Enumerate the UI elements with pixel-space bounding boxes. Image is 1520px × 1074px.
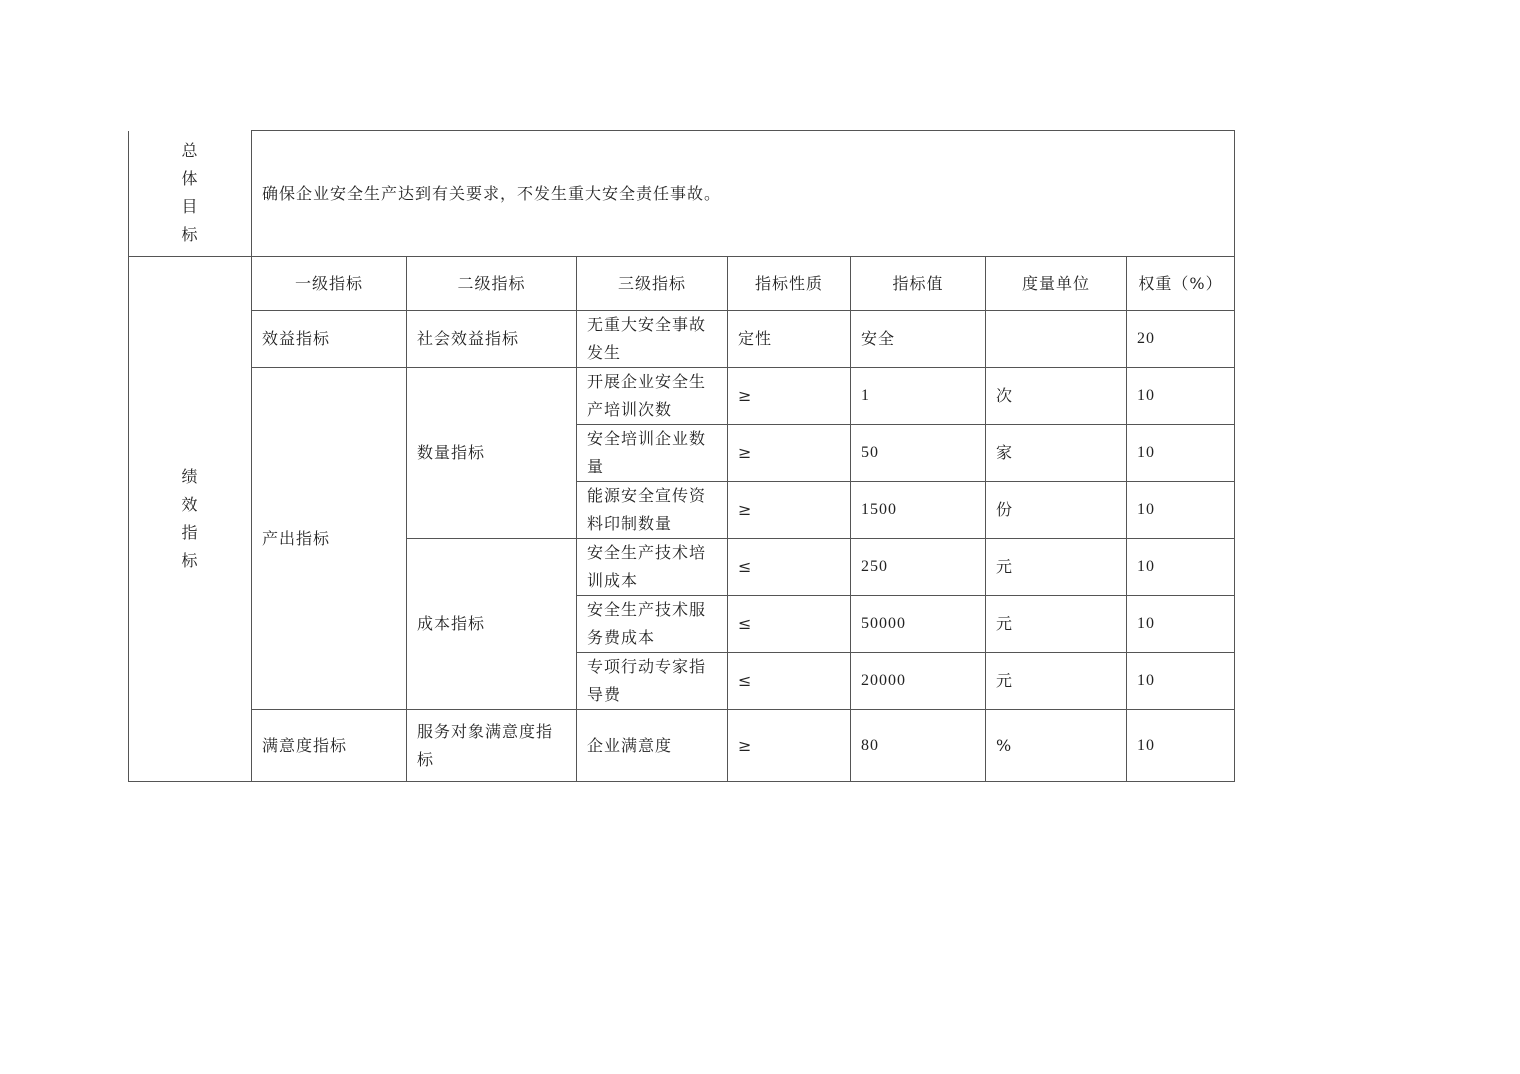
goal-row	[129, 131, 1235, 257]
indicators-label-char: 标	[181, 551, 199, 570]
value-cell: 20000	[851, 653, 986, 710]
nature-cell: ≥	[728, 425, 851, 482]
level3-cell: 安全培训企业数量	[577, 425, 728, 482]
weight-cell: 10	[1127, 539, 1235, 596]
performance-table	[128, 130, 1235, 782]
weight-cell: 10	[1127, 653, 1235, 710]
nature-cell: ≥	[728, 368, 851, 425]
level3-cell: 安全生产技术服务费成本	[577, 596, 728, 653]
value-cell: 1	[851, 368, 986, 425]
level3-cell: 无重大安全事故发生	[577, 311, 728, 368]
nature-cell: ≤	[728, 596, 851, 653]
level2-cell: 成本指标	[407, 539, 577, 710]
header-weight: 权重（%）	[1127, 257, 1235, 311]
unit-cell: 份	[986, 482, 1127, 539]
unit-cell: %	[986, 710, 1127, 782]
unit-cell: 元	[986, 596, 1127, 653]
level3-cell: 安全生产技术培训成本	[577, 539, 728, 596]
value-cell: 1500	[851, 482, 986, 539]
nature-cell: ≤	[728, 539, 851, 596]
level1-cell: 满意度指标	[252, 710, 407, 782]
nature-cell: ≥	[728, 482, 851, 539]
goal-text: 确保企业安全生产达到有关要求，不发生重大安全责任事故。	[252, 131, 1235, 257]
goal-label-char: 目	[181, 197, 199, 217]
header-level3: 三级指标	[577, 257, 728, 311]
header-unit: 度量单位	[986, 257, 1127, 311]
value-cell: 80	[851, 710, 986, 782]
header-value: 指标值	[851, 257, 986, 311]
weight-cell: 20	[1127, 311, 1235, 368]
level2-cell: 数量指标	[407, 368, 577, 539]
goal-label	[129, 131, 252, 257]
nature-cell: ≤	[728, 653, 851, 710]
level3-cell: 开展企业安全生产培训次数	[577, 368, 728, 425]
weight-cell: 10	[1127, 596, 1235, 653]
goal-label-char: 体	[181, 169, 199, 189]
goal-label-char: 标	[181, 225, 199, 245]
level3-cell: 专项行动专家指导费	[577, 653, 728, 710]
indicators-label-char: 绩	[181, 467, 199, 486]
level3-cell: 能源安全宣传资料印制数量	[577, 482, 728, 539]
unit-cell: 元	[986, 539, 1127, 596]
header-nature: 指标性质	[728, 257, 851, 311]
level2-cell: 服务对象满意度指标	[407, 710, 577, 782]
header-row	[129, 257, 1235, 311]
weight-cell: 10	[1127, 368, 1235, 425]
header-level2: 二级指标	[407, 257, 577, 311]
value-cell: 50000	[851, 596, 986, 653]
indicators-label	[129, 257, 252, 782]
table-row	[129, 368, 1235, 425]
value-cell: 250	[851, 539, 986, 596]
value-cell: 安全	[851, 311, 986, 368]
unit-cell	[986, 311, 1127, 368]
indicators-label-char: 指	[181, 523, 199, 542]
goal-label-char: 总	[181, 141, 199, 161]
header-level1: 一级指标	[252, 257, 407, 311]
table-row	[129, 311, 1235, 368]
unit-cell: 次	[986, 368, 1127, 425]
level1-cell: 效益指标	[252, 311, 407, 368]
level1-cell: 产出指标	[252, 368, 407, 710]
nature-cell: 定性	[728, 311, 851, 368]
weight-cell: 10	[1127, 710, 1235, 782]
unit-cell: 家	[986, 425, 1127, 482]
unit-cell: 元	[986, 653, 1127, 710]
weight-cell: 10	[1127, 482, 1235, 539]
level2-cell: 社会效益指标	[407, 311, 577, 368]
weight-cell: 10	[1127, 425, 1235, 482]
nature-cell: ≥	[728, 710, 851, 782]
indicators-label-char: 效	[181, 495, 199, 514]
table-row	[129, 710, 1235, 782]
value-cell: 50	[851, 425, 986, 482]
level3-cell: 企业满意度	[577, 710, 728, 782]
